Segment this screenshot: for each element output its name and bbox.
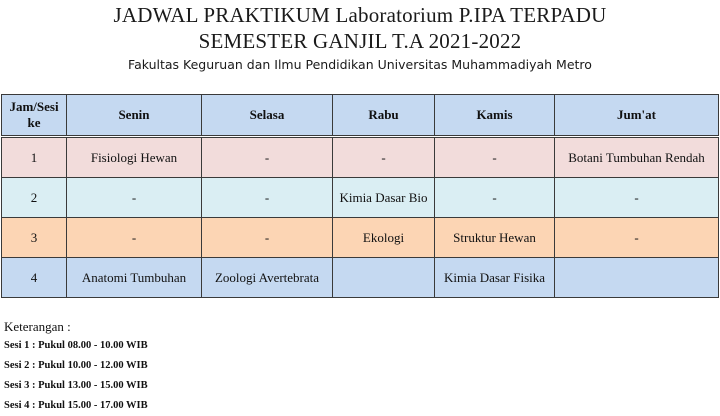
document-title-semester: SEMESTER GANJIL T.A 2021-2022 xyxy=(198,29,522,53)
table-cell: Botani Tumbuhan Rendah xyxy=(555,138,719,178)
legend-item-session-2: Sesi 2 : Pukul 10.00 - 12.00 WIB xyxy=(4,360,148,371)
table-cell: Kimia Dasar Fisika xyxy=(435,258,555,298)
header-senin: Senin xyxy=(67,95,202,136)
table-cell: - xyxy=(333,138,435,178)
table-cell: - xyxy=(555,178,719,218)
table-cell: - xyxy=(202,138,333,178)
table-cell: - xyxy=(67,218,202,258)
schedule-table xyxy=(1,94,719,298)
table-cell: Fisiologi Hewan xyxy=(67,138,202,178)
legend xyxy=(4,317,148,416)
table-header-row xyxy=(2,95,719,136)
table-row xyxy=(2,178,719,218)
table-cell: - xyxy=(67,178,202,218)
session-number: 2 xyxy=(2,178,67,218)
legend-item-session-4: Sesi 4 : Pukul 15.00 - 17.00 WIB xyxy=(4,400,148,411)
table-cell: - xyxy=(435,138,555,178)
session-number: 4 xyxy=(2,258,67,298)
header-jumat: Jum'at xyxy=(555,95,719,136)
header-rabu: Rabu xyxy=(333,95,435,136)
legend-title: Keterangan : xyxy=(4,319,71,334)
legend-item-session-3: Sesi 3 : Pukul 13.00 - 15.00 WIB xyxy=(4,380,148,391)
document-subtitle: Fakultas Keguruan dan Ilmu Pendidikan Universitas Muhammadiyah Metro xyxy=(128,57,592,72)
table-row xyxy=(2,218,719,258)
table-cell: Zoologi Avertebrata xyxy=(202,258,333,298)
table-cell: Anatomi Tumbuhan xyxy=(67,258,202,298)
document-title: JADWAL PRAKTIKUM Laboratorium P.IPA TERPADU xyxy=(113,3,607,27)
session-number: 3 xyxy=(2,218,67,258)
header-selasa: Selasa xyxy=(202,95,333,136)
table-cell: Ekologi xyxy=(333,218,435,258)
table-row xyxy=(2,138,719,178)
table-cell xyxy=(333,258,435,298)
table-cell: Kimia Dasar Bio xyxy=(333,178,435,218)
legend-item-session-1: Sesi 1 : Pukul 08.00 - 10.00 WIB xyxy=(4,340,148,351)
header-session: Jam/Sesi ke xyxy=(2,95,67,136)
table-cell: - xyxy=(555,218,719,258)
table-cell: Struktur Hewan xyxy=(435,218,555,258)
table-cell: - xyxy=(202,178,333,218)
table-cell xyxy=(555,258,719,298)
table-cell: - xyxy=(435,178,555,218)
header-kamis: Kamis xyxy=(435,95,555,136)
table-row xyxy=(2,258,719,298)
session-number: 1 xyxy=(2,138,67,178)
table-cell: - xyxy=(202,218,333,258)
